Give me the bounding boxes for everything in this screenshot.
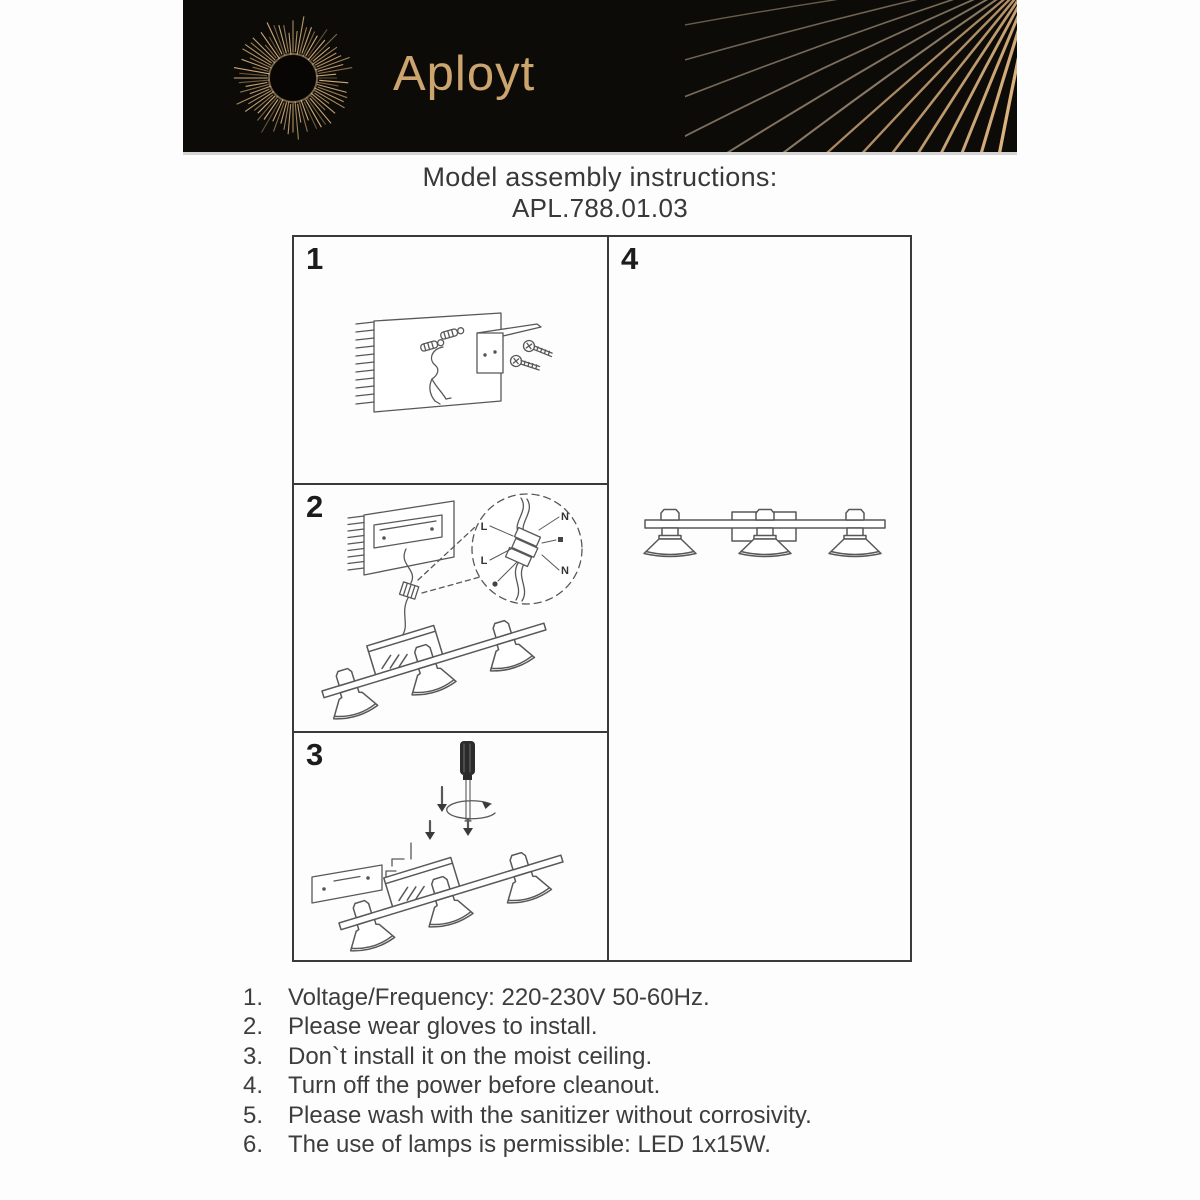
step-4-number: 4 <box>621 241 639 276</box>
assembly-steps-grid <box>292 235 912 962</box>
item-number: 2. <box>243 1013 264 1040</box>
sunburst-icon <box>228 13 358 143</box>
item-text: The use of lamps is permissible: LED 1x15W. <box>288 1131 771 1158</box>
step-3-panel <box>294 733 607 960</box>
item-number: 4. <box>243 1072 264 1099</box>
wiring-label-l2: L <box>480 555 488 567</box>
item-number: 3. <box>243 1043 264 1070</box>
step-2-number: 2 <box>306 489 324 524</box>
fixture-front-view <box>644 510 885 557</box>
step-2-panel <box>294 485 607 731</box>
model-number: APL.788.01.03 <box>512 193 688 223</box>
wiring-label-n2: N <box>561 565 569 577</box>
step-1-drawing <box>294 237 607 483</box>
instruction-item <box>243 1101 1003 1130</box>
wiring-label-n1: N <box>561 511 569 523</box>
ground-dot-icon <box>492 581 497 586</box>
item-text: Please wear gloves to install. <box>288 1013 598 1040</box>
item-number: 6. <box>243 1131 264 1158</box>
instruction-item <box>243 1071 1003 1100</box>
item-number: 1. <box>243 984 264 1011</box>
item-text: Voltage/Frequency: 220-230V 50-60Hz. <box>288 984 710 1011</box>
instruction-item <box>243 1130 1003 1159</box>
item-text: Please wash with the sanitizer without corrosivity. <box>288 1102 812 1129</box>
instruction-item <box>243 983 1003 1012</box>
wall-drawing <box>348 501 454 575</box>
step-1-number: 1 <box>306 241 324 276</box>
item-text: Turn off the power before cleanout. <box>288 1072 661 1099</box>
rotation-arrow <box>447 801 495 819</box>
step-3-drawing <box>294 733 607 960</box>
step-1-panel <box>294 237 607 483</box>
ground-square-icon <box>558 537 563 542</box>
brand-name: Aployt <box>393 47 536 101</box>
sunburst-core <box>270 55 316 101</box>
step-4-panel <box>609 237 910 960</box>
lamp-shade <box>644 510 696 557</box>
title-block <box>0 161 1200 224</box>
instruction-item <box>243 1042 1003 1071</box>
wiring-inset <box>472 494 582 604</box>
step-2-drawing <box>294 485 607 731</box>
screwdriver-icon <box>460 741 475 821</box>
lamp-shade <box>829 510 881 557</box>
instruction-item <box>243 1012 1003 1041</box>
ray-fan-icon <box>685 0 1017 152</box>
wiring-label-l1: L <box>480 521 488 533</box>
step-3-number: 3 <box>306 737 324 772</box>
page-title: Model assembly instructions: <box>422 162 778 192</box>
item-text: Don`t install it on the moist ceiling. <box>288 1043 653 1070</box>
brand-banner <box>183 0 1017 155</box>
item-number: 5. <box>243 1102 264 1129</box>
fixture-isometric <box>313 594 554 723</box>
step-4-drawing <box>609 237 910 960</box>
mounting-plate <box>312 865 382 903</box>
fixture-bar <box>645 520 885 528</box>
screw <box>510 340 554 370</box>
